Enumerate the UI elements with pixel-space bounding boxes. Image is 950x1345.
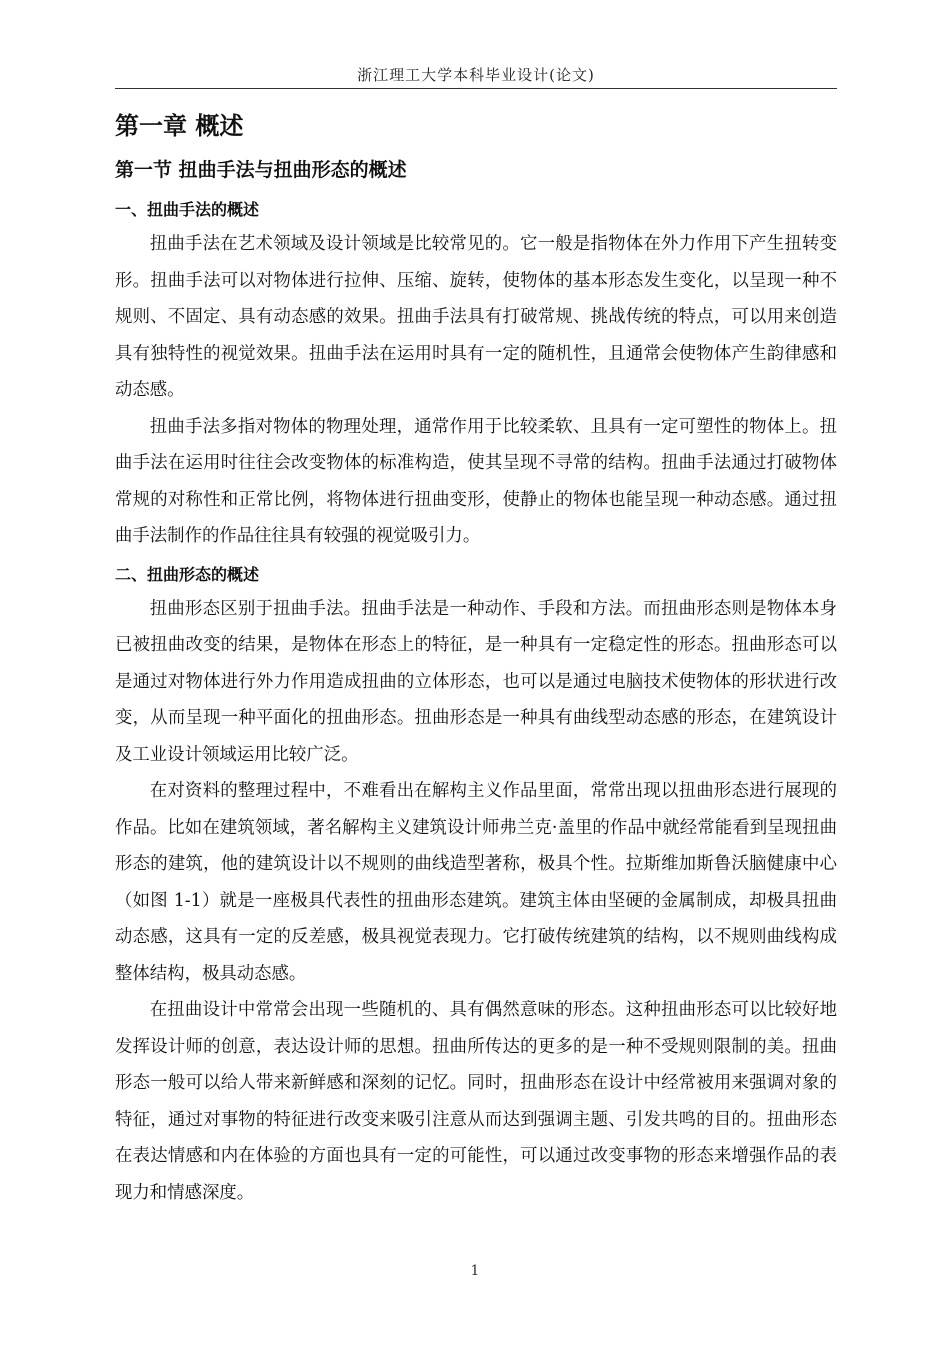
section-title: 第一节 扭曲手法与扭曲形态的概述 (115, 159, 407, 181)
subsection-twist-form (115, 559, 837, 1212)
subsection-title: 一、扭曲手法的概述 (115, 200, 260, 219)
chapter-title: 第一章 概述 (115, 112, 244, 140)
subsection-twist-technique (115, 194, 837, 555)
body-paragraph: 扭曲形态区别于扭曲手法。扭曲手法是一种动作、手段和方法。而扭曲形态则是物体本身已被扭曲改变的结果，是物体在形态上的特征，是一种具有一定稳定性的形态。扭曲形态可以是通过对物体进行外力作用造成扭曲的立体形态，也可以是通过电脑技术使物体的形状进行改变，从而呈现一种平面化的扭曲形态。扭曲形态是一种具有曲线型动态感的形态，在建筑设计及工业设计领域运用比较广泛。 (115, 598, 837, 765)
body-paragraph: 在扭曲设计中常常会出现一些随机的、具有偶然意味的形态。这种扭曲形态可以比较好地发挥设计师的创意，表达设计师的思想。扭曲所传达的更多的是一种不受规则限制的美。扭曲形态一般可以给人带来新鲜感和深刻的记忆。同时，扭曲形态在设计中经常被用来强调对象的特征，通过对事物的特征进行改变来吸引注意从而达到强调主题、引发共鸣的目的。扭曲形态在表达情感和内在体验的方面也具有一定的可能性，可以通过改变事物的形态来增强作品的表现力和情感深度。 (115, 1000, 837, 1203)
header-divider (115, 88, 837, 89)
body-paragraph: 扭曲手法在艺术领域及设计领域是比较常见的。它一般是指物体在外力作用下产生扭转变形。扭曲手法可以对物体进行拉伸、压缩、旋转，使物体的基本形态发生变化，以呈现一种不规则、不固定、具有动态感的效果。扭曲手法具有打破常规、挑战传统的特点，可以用来创造具有独特性的视觉效果。扭曲手法在运用时具有一定的随机性，且通常会使物体产生韵律感和动态感。 (115, 234, 837, 400)
page-number: 1 (470, 1263, 480, 1279)
page-content (115, 96, 837, 1211)
running-header: 浙江理工大学本科毕业设计(论文) (357, 66, 595, 84)
body-paragraph: 扭曲手法多指对物体的物理处理，通常作用于比较柔软、且具有一定可塑性的物体上。扭曲手法在运用时往往会改变物体的标准构造，使其呈现不寻常的结构。扭曲手法通过打破物体常规的对称性和正常比例，将物体进行扭曲变形，使静止的物体也能呈现一种动态感。通过扭曲手法制作的作品往往具有较强的视觉吸引力。 (115, 416, 837, 546)
subsection-title: 二、扭曲形态的概述 (115, 564, 260, 584)
body-paragraph: 在对资料的整理过程中，不难看出在解构主义作品里面，常常出现以扭曲形态进行展现的作品。比如在建筑领域，著名解构主义建筑设计师弗兰克·盖里的作品中就经常能看到呈现扭曲形态的建筑，他的建筑设计以不规则的曲线造型著称，极具个性。拉斯维加斯鲁沃脑健康中心（如图 1-1）就是一座极具代表性的扭曲形态建筑。建筑主体由坚硬的金属制成，却极具扭曲动态感，这具有一定的反差感，极具视觉表现力。它打破传统建筑的结构，以不规则曲线构成整体结构，极具动态感。 (115, 781, 837, 984)
